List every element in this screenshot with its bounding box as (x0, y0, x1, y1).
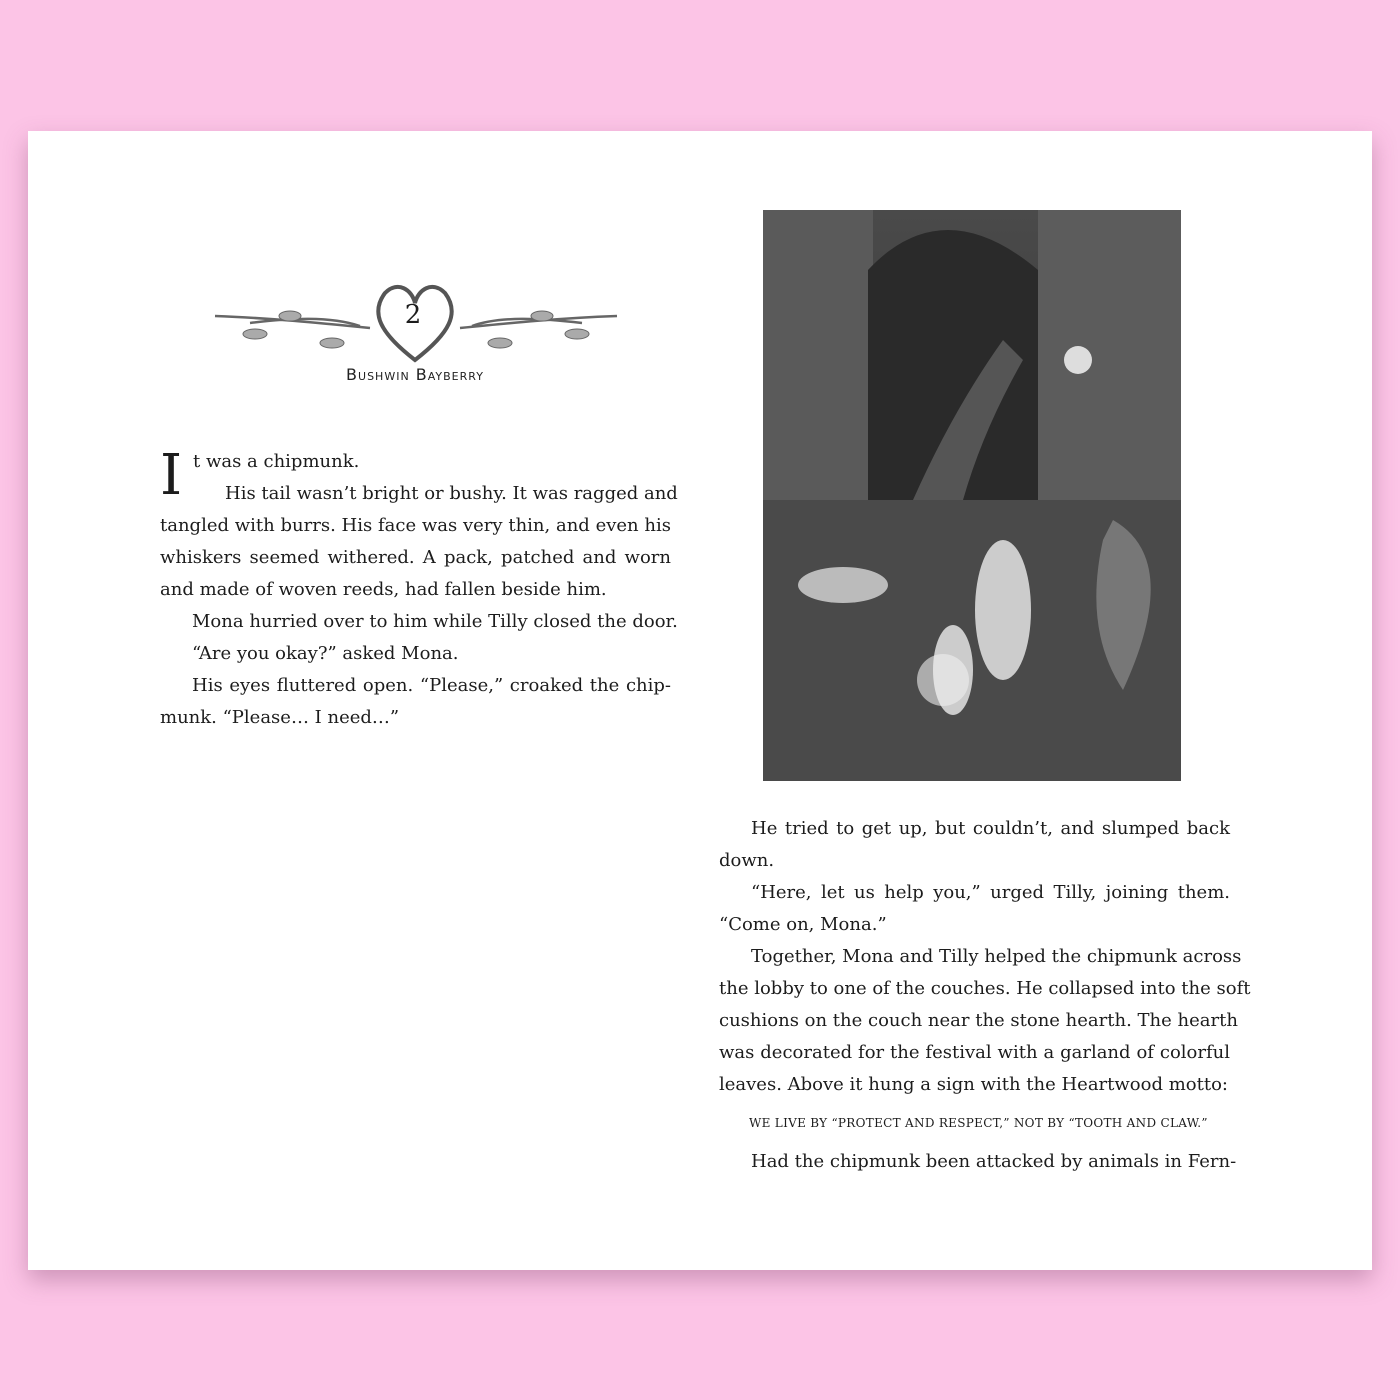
text-line: munk. “Please… I need…” (160, 707, 400, 728)
drop-cap: I (160, 443, 183, 508)
text-line: t was a chipmunk. (193, 451, 360, 472)
text-line: tangled with burrs. His face was very thin, and even his (160, 515, 671, 536)
text-line: was decorated for the festival with a garland of colorful (719, 1042, 1230, 1063)
text-line: “Are you okay?” asked Mona. (192, 643, 459, 664)
chapter-number: 2 (404, 300, 422, 330)
text-line: leaves. Above it hung a sign with the Heartwood motto: (719, 1074, 1228, 1095)
chapter-title: Bushwin Bayberry (346, 365, 484, 384)
text-line: His eyes fluttered open. “Please,” croaked the chip- (192, 675, 671, 696)
text-line: His tail wasn’t bright or bushy. It was ragged and (225, 483, 678, 504)
text-line: whiskers seemed withered. A pack, patched and worn (160, 547, 671, 568)
text-line: He tried to get up, but couldn’t, and slumped back (751, 818, 1230, 839)
illustration-chipmunk-at-door (763, 210, 1181, 781)
text-line: down. (719, 850, 775, 871)
text-line: “Come on, Mona.” (719, 914, 887, 935)
text-line: cushions on the couch near the stone hearth. The hearth (719, 1010, 1238, 1031)
text-line: and made of woven reeds, had fallen beside him. (160, 579, 607, 600)
text-line: Together, Mona and Tilly helped the chipmunk across (751, 946, 1242, 967)
text-line: Had the chipmunk been attacked by animals in Fern- (751, 1151, 1237, 1172)
text-line: the lobby to one of the couches. He collapsed into the soft (719, 978, 1251, 999)
heartwood-motto: WE LIVE BY “PROTECT AND RESPECT,” NOT BY “TOOTH AND CLAW.” (749, 1116, 1208, 1130)
text-line: Mona hurried over to him while Tilly closed the door. (192, 611, 678, 632)
text-line: “Here, let us help you,” urged Tilly, joining them. (751, 882, 1230, 903)
